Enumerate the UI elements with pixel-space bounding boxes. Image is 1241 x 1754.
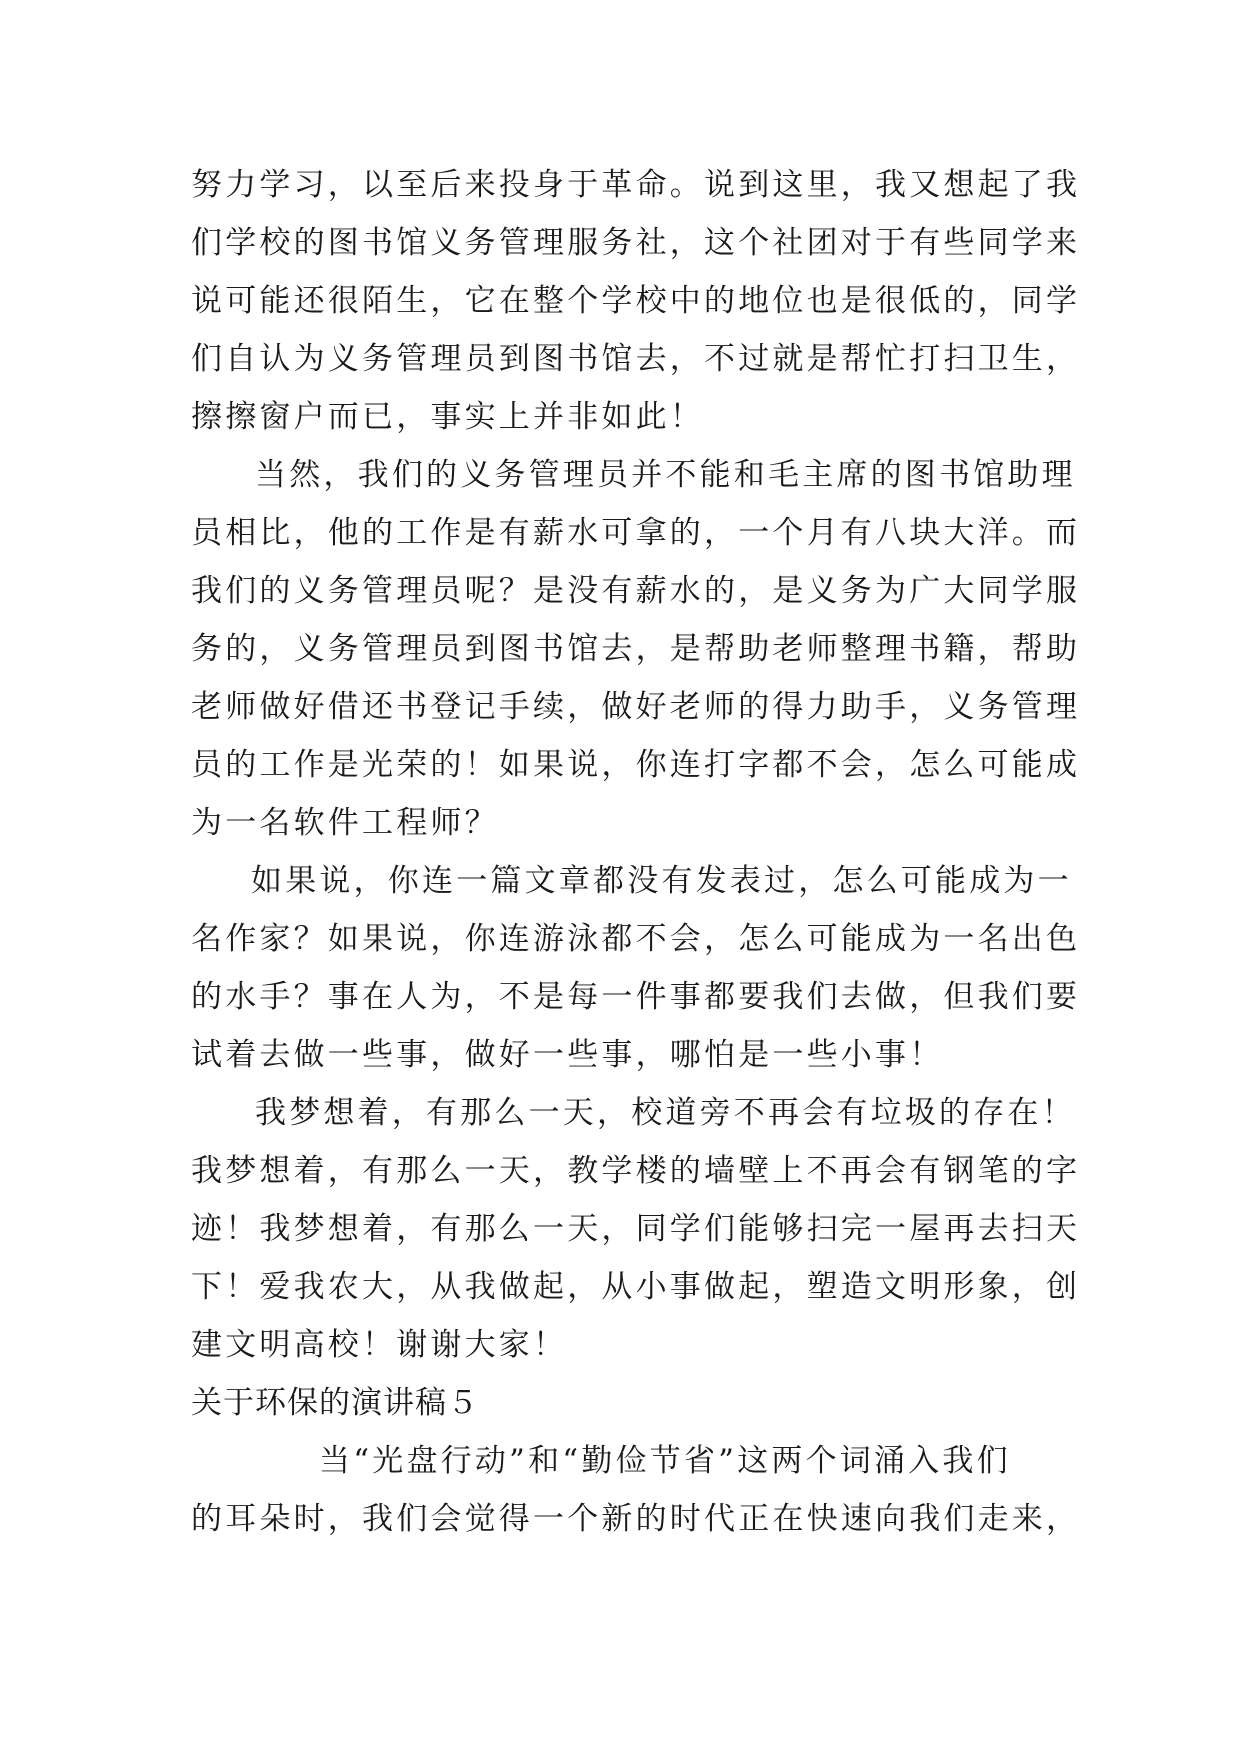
- text-line: 我们的义务管理员呢？是没有薪水的，是义务为广大同学服: [191, 573, 1081, 609]
- text-line: 我梦想着，有那么一天，教学楼的墙壁上不再会有钢笔的字: [191, 1153, 1081, 1189]
- text-line: 努力学习，以至后来投身于革命。说到这里，我又想起了我: [191, 167, 1081, 203]
- paragraph-start-line: 当然，我们的义务管理员并不能和毛主席的图书馆助理: [255, 457, 1076, 493]
- text-line: 的耳朵时，我们会觉得一个新的时代正在快速向我们走来，: [191, 1501, 1081, 1537]
- text-line: 名作家？如果说，你连游泳都不会，怎么可能成为一名出色: [191, 921, 1081, 957]
- text-line: 为一名软件工程师？: [191, 805, 499, 841]
- text-line: 迹！我梦想着，有那么一天，同学们能够扫完一屋再去扫天: [191, 1211, 1081, 1247]
- text-line: 员相比，他的工作是有薪水可拿的，一个月有八块大洋。而: [191, 515, 1081, 551]
- speech-body: [191, 156, 1081, 1548]
- text-line: 擦擦窗户而已，事实上并非如此！: [191, 399, 704, 435]
- section-heading: 关于环保的演讲稿５: [191, 1385, 479, 1421]
- text-line: 的水手？事在人为，不是每一件事都要我们去做，但我们要: [191, 979, 1081, 1015]
- text-line: 下！爱我农大，从我做起，从小事做起，塑造文明形象，创: [191, 1269, 1081, 1305]
- text-line: 说可能还很陌生，它在整个学校中的地位也是很低的，同学: [191, 283, 1081, 319]
- text-line: 们自认为义务管理员到图书馆去，不过就是帮忙打扫卫生，: [191, 341, 1081, 377]
- text-line: 员的工作是光荣的！如果说，你连打字都不会，怎么可能成: [191, 747, 1081, 783]
- paragraph-start-line: 如果说，你连一篇文章都没有发表过，怎么可能成为一: [251, 863, 1072, 899]
- text-line: 们学校的图书馆义务管理服务社，这个社团对于有些同学来: [191, 225, 1081, 261]
- paragraph-start-line: 我梦想着，有那么一天，校道旁不再会有垃圾的存在！: [255, 1095, 1076, 1131]
- text-line: 务的，义务管理员到图书馆去，是帮助老师整理书籍，帮助: [191, 631, 1081, 667]
- text-line: 老师做好借还书登记手续，做好老师的得力助手，义务管理: [191, 689, 1081, 725]
- text-line: 试着去做一些事，做好一些事，哪怕是一些小事！: [191, 1037, 944, 1073]
- text-line: 建文明高校！谢谢大家！: [191, 1327, 568, 1363]
- paragraph-start-line: 当“光盘行动”和“勤俭节省”这两个词涌入我们: [319, 1443, 1011, 1479]
